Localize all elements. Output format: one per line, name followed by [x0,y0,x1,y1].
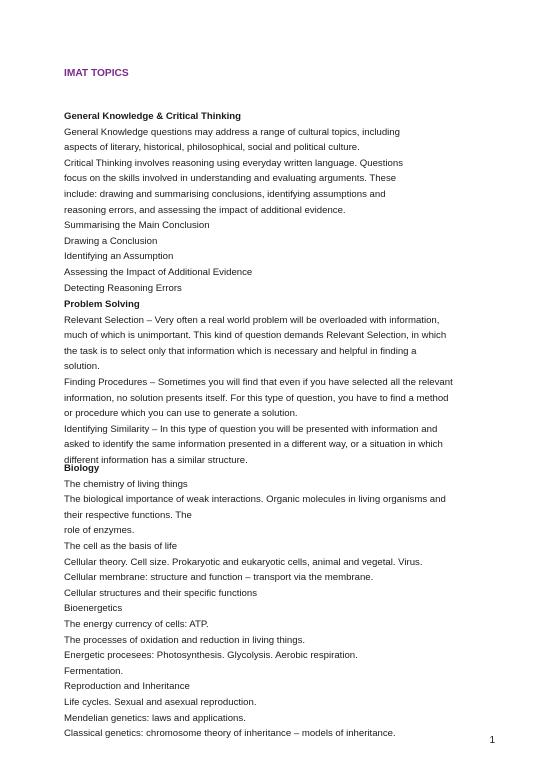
section-body [64,477,494,742]
text-line: reasoning errors, and assessing the impact of additional evidence. [64,204,346,216]
text-line: Identifying Similarity – In this type of question you will be presented with information and [64,423,438,435]
section-problem-solving [64,297,494,469]
text-line: Reproduction and Inheritance [64,681,190,693]
text-line: include: drawing and summarising conclusions, identifying assumptions and [64,188,386,200]
text-line: General Knowledge questions may address a range of cultural topics, including [64,126,400,138]
section-heading: General Knowledge & Critical Thinking [64,111,241,122]
text-line: Energetic procesees: Photosynthesis. Glycolysis. Aerobic respiration. [64,650,358,662]
text-line: their respective functions. The [64,509,192,521]
text-line: Finding Procedures – Sometimes you will find that even if you have selected all the relevant [64,376,453,388]
page-number: 1 [489,735,495,746]
text-line: The energy currency of cells: ATP. [64,618,209,630]
text-line: the task is to select only that information which is necessary and helpful in finding a [64,345,417,357]
text-line: Mendelian genetics: laws and applications. [64,712,246,724]
text-line: or procedure which you can use to generate a solution. [64,408,298,420]
text-line: Drawing a Conclusion [64,235,158,247]
text-line: The chemistry of living things [64,478,188,490]
text-line: Relevant Selection – Very often a real world problem will be overloaded with information, [64,314,440,326]
text-line: Critical Thinking involves reasoning using everyday written language. Questions [64,157,403,169]
text-line: focus on the skills involved in understanding and evaluating arguments. These [64,173,397,185]
section-body [64,313,494,469]
text-line: role of enzymes. [64,525,135,537]
section-biology [64,461,494,742]
text-line: aspects of literary, historical, philosophical, social and political culture. [64,142,360,154]
section-general-knowledge [64,109,494,296]
text-line: Cellular structures and their specific functions [64,587,258,599]
section-body [64,125,494,297]
text-line: Identifying an Assumption [64,251,174,263]
text-line: information, no solution presents itself. For this type of question, you have to find a method [64,392,449,404]
text-line: Cellular membrane: structure and function – transport via the membrane. [64,572,374,584]
section-heading: Problem Solving [64,299,140,310]
text-line: Detecting Reasoning Errors [64,282,182,294]
text-line: Bioenergetics [64,603,123,615]
text-line: Cellular theory. Cell size. Prokaryotic and eukaryotic cells, animal and vegetal. Virus. [64,556,423,568]
text-line: asked to identify the same information presented in a different way, or a situation in which [64,439,443,451]
section-heading: Biology [64,463,100,474]
text-line: different information has a similar structure. [64,454,248,466]
text-line: Life cycles. Sexual and asexual reproduction. [64,696,257,708]
text-line: Summarising the Main Conclusion [64,220,210,232]
text-line: Assessing the Impact of Additional Evidence [64,266,253,278]
text-line: much of which is unimportant. This kind of question demands Relevant Selection, in which [64,330,447,342]
text-line: Fermentation. [64,665,124,677]
text-line: solution. [64,361,100,373]
text-line: The cell as the basis of life [64,540,178,552]
text-line: Classical genetics: chromosome theory of inheritance – models of inheritance. [64,728,396,740]
text-line: The biological importance of weak interactions. Organic molecules in living organisms and [64,494,446,506]
page-title: IMAT TOPICS [64,68,129,79]
text-line: The processes of oxidation and reduction in living things. [64,634,306,646]
